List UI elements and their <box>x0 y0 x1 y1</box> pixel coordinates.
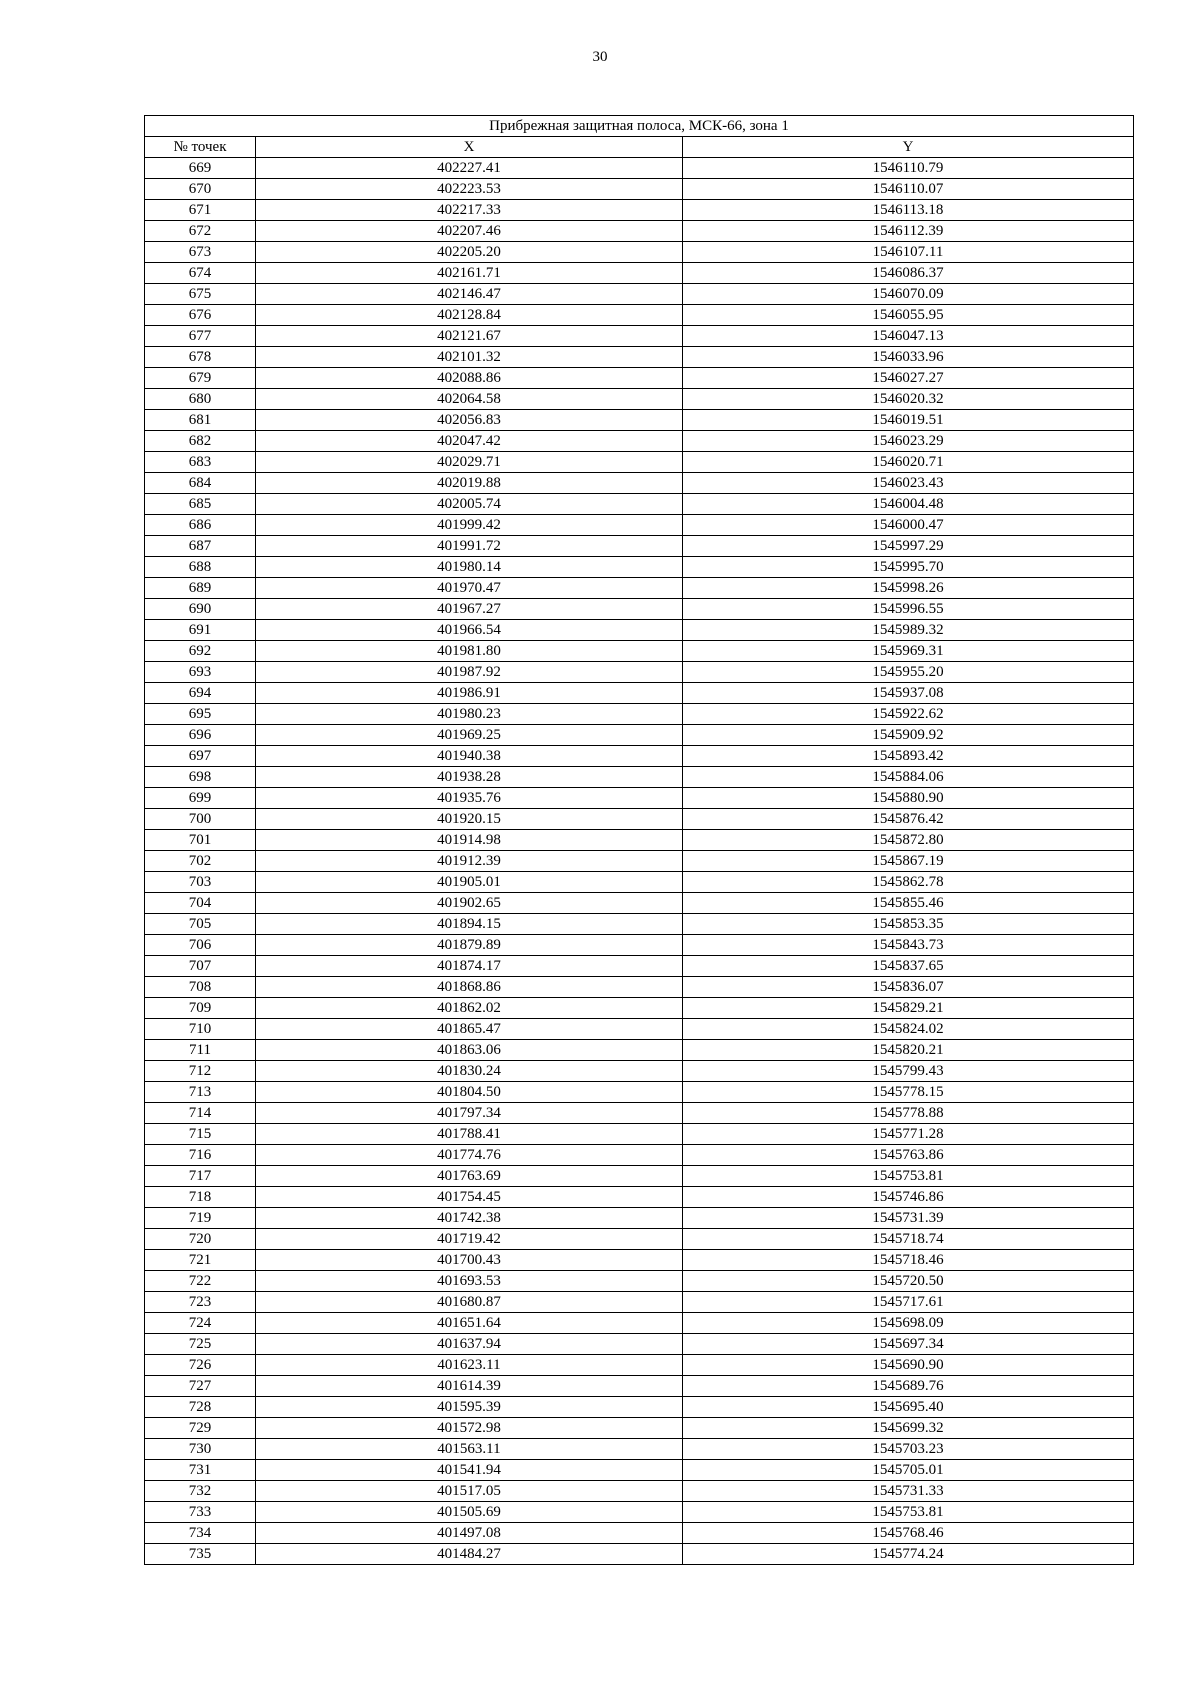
y-coordinate-cell: 1545862.78 <box>683 872 1134 893</box>
point-number-cell: 712 <box>145 1061 256 1082</box>
x-coordinate-cell: 401595.39 <box>256 1397 683 1418</box>
x-coordinate-cell: 401563.11 <box>256 1439 683 1460</box>
y-coordinate-cell: 1545836.07 <box>683 977 1134 998</box>
table-row <box>145 200 1134 221</box>
y-coordinate-cell: 1545778.15 <box>683 1082 1134 1103</box>
x-coordinate-cell: 401797.34 <box>256 1103 683 1124</box>
table-row <box>145 977 1134 998</box>
y-coordinate-cell: 1545699.32 <box>683 1418 1134 1439</box>
x-coordinate-cell: 402205.20 <box>256 242 683 263</box>
point-number-cell: 674 <box>145 263 256 284</box>
point-number-cell: 731 <box>145 1460 256 1481</box>
point-number-cell: 697 <box>145 746 256 767</box>
y-coordinate-cell: 1545843.73 <box>683 935 1134 956</box>
x-coordinate-cell: 401700.43 <box>256 1250 683 1271</box>
table-row <box>145 1460 1134 1481</box>
y-coordinate-cell: 1545753.81 <box>683 1502 1134 1523</box>
table-row <box>145 1124 1134 1145</box>
x-coordinate-cell: 401902.65 <box>256 893 683 914</box>
coordinates-table <box>144 115 1134 1565</box>
point-number-cell: 705 <box>145 914 256 935</box>
y-coordinate-cell: 1545731.39 <box>683 1208 1134 1229</box>
point-number-cell: 696 <box>145 725 256 746</box>
point-number-cell: 708 <box>145 977 256 998</box>
point-number-cell: 730 <box>145 1439 256 1460</box>
point-number-cell: 687 <box>145 536 256 557</box>
y-coordinate-cell: 1545778.88 <box>683 1103 1134 1124</box>
y-coordinate-cell: 1545872.80 <box>683 830 1134 851</box>
y-coordinate-cell: 1546023.43 <box>683 473 1134 494</box>
x-coordinate-cell: 402207.46 <box>256 221 683 242</box>
table-row <box>145 641 1134 662</box>
point-number-cell: 714 <box>145 1103 256 1124</box>
y-coordinate-cell: 1545996.55 <box>683 599 1134 620</box>
y-coordinate-cell: 1545855.46 <box>683 893 1134 914</box>
point-number-cell: 670 <box>145 179 256 200</box>
x-coordinate-cell: 401742.38 <box>256 1208 683 1229</box>
y-coordinate-cell: 1546047.13 <box>683 326 1134 347</box>
table-row <box>145 788 1134 809</box>
table-row <box>145 1355 1134 1376</box>
y-coordinate-cell: 1545998.26 <box>683 578 1134 599</box>
x-coordinate-cell: 402029.71 <box>256 452 683 473</box>
table-row <box>145 1166 1134 1187</box>
table-row <box>145 284 1134 305</box>
x-coordinate-cell: 401966.54 <box>256 620 683 641</box>
y-coordinate-cell: 1546086.37 <box>683 263 1134 284</box>
table-row <box>145 914 1134 935</box>
y-coordinate-cell: 1545884.06 <box>683 767 1134 788</box>
x-coordinate-cell: 402101.32 <box>256 347 683 368</box>
x-coordinate-cell: 402088.86 <box>256 368 683 389</box>
y-coordinate-cell: 1545774.24 <box>683 1544 1134 1565</box>
y-coordinate-cell: 1545717.61 <box>683 1292 1134 1313</box>
y-coordinate-cell: 1546070.09 <box>683 284 1134 305</box>
table-row <box>145 326 1134 347</box>
table-row <box>145 1019 1134 1040</box>
table-row <box>145 536 1134 557</box>
point-number-cell: 671 <box>145 200 256 221</box>
table-title-row <box>145 116 1134 137</box>
x-coordinate-cell: 401969.25 <box>256 725 683 746</box>
y-coordinate-cell: 1545955.20 <box>683 662 1134 683</box>
table-row <box>145 452 1134 473</box>
point-number-cell: 713 <box>145 1082 256 1103</box>
y-coordinate-cell: 1545995.70 <box>683 557 1134 578</box>
column-header-point-number: № точек <box>145 137 256 158</box>
y-coordinate-cell: 1545720.50 <box>683 1271 1134 1292</box>
point-number-cell: 726 <box>145 1355 256 1376</box>
y-coordinate-cell: 1545746.86 <box>683 1187 1134 1208</box>
table-row <box>145 305 1134 326</box>
x-coordinate-cell: 401774.76 <box>256 1145 683 1166</box>
table-title: Прибрежная защитная полоса, МСК-66, зона 1 <box>145 116 1134 137</box>
point-number-cell: 700 <box>145 809 256 830</box>
point-number-cell: 728 <box>145 1397 256 1418</box>
x-coordinate-cell: 401693.53 <box>256 1271 683 1292</box>
x-coordinate-cell: 401920.15 <box>256 809 683 830</box>
y-coordinate-cell: 1545853.35 <box>683 914 1134 935</box>
table-row <box>145 347 1134 368</box>
point-number-cell: 725 <box>145 1334 256 1355</box>
x-coordinate-cell: 401914.98 <box>256 830 683 851</box>
point-number-cell: 735 <box>145 1544 256 1565</box>
table-row <box>145 1397 1134 1418</box>
x-coordinate-cell: 401987.92 <box>256 662 683 683</box>
point-number-cell: 707 <box>145 956 256 977</box>
point-number-cell: 715 <box>145 1124 256 1145</box>
table-row <box>145 1271 1134 1292</box>
point-number-cell: 719 <box>145 1208 256 1229</box>
table-row <box>145 851 1134 872</box>
table-row <box>145 1187 1134 1208</box>
y-coordinate-cell: 1545989.32 <box>683 620 1134 641</box>
x-coordinate-cell: 401986.91 <box>256 683 683 704</box>
x-coordinate-cell: 401999.42 <box>256 515 683 536</box>
y-coordinate-cell: 1545867.19 <box>683 851 1134 872</box>
point-number-cell: 691 <box>145 620 256 641</box>
y-coordinate-cell: 1546112.39 <box>683 221 1134 242</box>
x-coordinate-cell: 401991.72 <box>256 536 683 557</box>
y-coordinate-cell: 1545799.43 <box>683 1061 1134 1082</box>
x-coordinate-cell: 402121.67 <box>256 326 683 347</box>
table-row <box>145 158 1134 179</box>
x-coordinate-cell: 401651.64 <box>256 1313 683 1334</box>
x-coordinate-cell: 401763.69 <box>256 1166 683 1187</box>
y-coordinate-cell: 1546027.27 <box>683 368 1134 389</box>
x-coordinate-cell: 401967.27 <box>256 599 683 620</box>
table-row <box>145 683 1134 704</box>
x-coordinate-cell: 401894.15 <box>256 914 683 935</box>
table-row <box>145 998 1134 1019</box>
point-number-cell: 716 <box>145 1145 256 1166</box>
point-number-cell: 669 <box>145 158 256 179</box>
x-coordinate-cell: 401980.14 <box>256 557 683 578</box>
y-coordinate-cell: 1545718.74 <box>683 1229 1134 1250</box>
x-coordinate-cell: 401865.47 <box>256 1019 683 1040</box>
point-number-cell: 684 <box>145 473 256 494</box>
point-number-cell: 695 <box>145 704 256 725</box>
point-number-cell: 727 <box>145 1376 256 1397</box>
y-coordinate-cell: 1545880.90 <box>683 788 1134 809</box>
point-number-cell: 685 <box>145 494 256 515</box>
y-coordinate-cell: 1545705.01 <box>683 1460 1134 1481</box>
x-coordinate-cell: 401804.50 <box>256 1082 683 1103</box>
point-number-cell: 724 <box>145 1313 256 1334</box>
y-coordinate-cell: 1545689.76 <box>683 1376 1134 1397</box>
table-row <box>145 1229 1134 1250</box>
page-number: 30 <box>592 49 608 65</box>
point-number-cell: 734 <box>145 1523 256 1544</box>
point-number-cell: 721 <box>145 1250 256 1271</box>
point-number-cell: 703 <box>145 872 256 893</box>
x-coordinate-cell: 402064.58 <box>256 389 683 410</box>
table-row <box>145 1145 1134 1166</box>
x-coordinate-cell: 402019.88 <box>256 473 683 494</box>
table-row <box>145 956 1134 977</box>
table-row <box>145 389 1134 410</box>
table-row <box>145 578 1134 599</box>
y-coordinate-cell: 1546113.18 <box>683 200 1134 221</box>
x-coordinate-cell: 401680.87 <box>256 1292 683 1313</box>
x-coordinate-cell: 401719.42 <box>256 1229 683 1250</box>
y-coordinate-cell: 1545824.02 <box>683 1019 1134 1040</box>
point-number-cell: 704 <box>145 893 256 914</box>
y-coordinate-cell: 1546000.47 <box>683 515 1134 536</box>
y-coordinate-cell: 1545997.29 <box>683 536 1134 557</box>
y-coordinate-cell: 1545753.81 <box>683 1166 1134 1187</box>
x-coordinate-cell: 401572.98 <box>256 1418 683 1439</box>
y-coordinate-cell: 1546107.11 <box>683 242 1134 263</box>
point-number-cell: 673 <box>145 242 256 263</box>
point-number-cell: 733 <box>145 1502 256 1523</box>
y-coordinate-cell: 1545695.40 <box>683 1397 1134 1418</box>
point-number-cell: 701 <box>145 830 256 851</box>
point-number-cell: 679 <box>145 368 256 389</box>
x-coordinate-cell: 402161.71 <box>256 263 683 284</box>
point-number-cell: 672 <box>145 221 256 242</box>
table-row <box>145 1376 1134 1397</box>
point-number-cell: 698 <box>145 767 256 788</box>
table-row <box>145 368 1134 389</box>
table-header-row <box>145 137 1134 158</box>
x-coordinate-cell: 401940.38 <box>256 746 683 767</box>
point-number-cell: 683 <box>145 452 256 473</box>
y-coordinate-cell: 1545690.90 <box>683 1355 1134 1376</box>
y-coordinate-cell: 1545909.92 <box>683 725 1134 746</box>
y-coordinate-cell: 1545937.08 <box>683 683 1134 704</box>
x-coordinate-cell: 401879.89 <box>256 935 683 956</box>
x-coordinate-cell: 401938.28 <box>256 767 683 788</box>
table-row <box>145 263 1134 284</box>
point-number-cell: 723 <box>145 1292 256 1313</box>
table-row <box>145 599 1134 620</box>
point-number-cell: 680 <box>145 389 256 410</box>
x-coordinate-cell: 401863.06 <box>256 1040 683 1061</box>
point-number-cell: 678 <box>145 347 256 368</box>
table-row <box>145 620 1134 641</box>
table-row <box>145 767 1134 788</box>
table-row <box>145 1250 1134 1271</box>
x-coordinate-cell: 401754.45 <box>256 1187 683 1208</box>
y-coordinate-cell: 1546023.29 <box>683 431 1134 452</box>
y-coordinate-cell: 1545697.34 <box>683 1334 1134 1355</box>
table-row <box>145 1502 1134 1523</box>
table-row <box>145 242 1134 263</box>
y-coordinate-cell: 1546020.32 <box>683 389 1134 410</box>
table-row <box>145 1292 1134 1313</box>
table-row <box>145 557 1134 578</box>
point-number-cell: 720 <box>145 1229 256 1250</box>
point-number-cell: 693 <box>145 662 256 683</box>
table-row <box>145 935 1134 956</box>
x-coordinate-cell: 401637.94 <box>256 1334 683 1355</box>
y-coordinate-cell: 1545718.46 <box>683 1250 1134 1271</box>
point-number-cell: 692 <box>145 641 256 662</box>
point-number-cell: 686 <box>145 515 256 536</box>
y-coordinate-cell: 1546019.51 <box>683 410 1134 431</box>
point-number-cell: 689 <box>145 578 256 599</box>
y-coordinate-cell: 1546033.96 <box>683 347 1134 368</box>
column-header-x: X <box>256 137 683 158</box>
x-coordinate-cell: 401868.86 <box>256 977 683 998</box>
point-number-cell: 706 <box>145 935 256 956</box>
table-row <box>145 410 1134 431</box>
x-coordinate-cell: 401935.76 <box>256 788 683 809</box>
point-number-cell: 710 <box>145 1019 256 1040</box>
point-number-cell: 675 <box>145 284 256 305</box>
y-coordinate-cell: 1545837.65 <box>683 956 1134 977</box>
table-row <box>145 1418 1134 1439</box>
point-number-cell: 688 <box>145 557 256 578</box>
x-coordinate-cell: 401981.80 <box>256 641 683 662</box>
point-number-cell: 729 <box>145 1418 256 1439</box>
x-coordinate-cell: 401484.27 <box>256 1544 683 1565</box>
table-row <box>145 893 1134 914</box>
x-coordinate-cell: 402223.53 <box>256 179 683 200</box>
x-coordinate-cell: 402047.42 <box>256 431 683 452</box>
table-row <box>145 515 1134 536</box>
x-coordinate-cell: 401980.23 <box>256 704 683 725</box>
x-coordinate-cell: 401505.69 <box>256 1502 683 1523</box>
y-coordinate-cell: 1545703.23 <box>683 1439 1134 1460</box>
x-coordinate-cell: 401970.47 <box>256 578 683 599</box>
y-coordinate-cell: 1545922.62 <box>683 704 1134 725</box>
x-coordinate-cell: 402227.41 <box>256 158 683 179</box>
y-coordinate-cell: 1546110.79 <box>683 158 1134 179</box>
x-coordinate-cell: 401912.39 <box>256 851 683 872</box>
table-row <box>145 1523 1134 1544</box>
y-coordinate-cell: 1546004.48 <box>683 494 1134 515</box>
point-number-cell: 702 <box>145 851 256 872</box>
table-row <box>145 746 1134 767</box>
y-coordinate-cell: 1545829.21 <box>683 998 1134 1019</box>
point-number-cell: 717 <box>145 1166 256 1187</box>
x-coordinate-cell: 401788.41 <box>256 1124 683 1145</box>
y-coordinate-cell: 1545893.42 <box>683 746 1134 767</box>
x-coordinate-cell: 402128.84 <box>256 305 683 326</box>
table-row <box>145 809 1134 830</box>
y-coordinate-cell: 1546020.71 <box>683 452 1134 473</box>
y-coordinate-cell: 1545969.31 <box>683 641 1134 662</box>
table-row <box>145 221 1134 242</box>
table-row <box>145 725 1134 746</box>
y-coordinate-cell: 1545771.28 <box>683 1124 1134 1145</box>
x-coordinate-cell: 401541.94 <box>256 1460 683 1481</box>
table-row <box>145 179 1134 200</box>
point-number-cell: 711 <box>145 1040 256 1061</box>
point-number-cell: 722 <box>145 1271 256 1292</box>
table-row <box>145 1208 1134 1229</box>
x-coordinate-cell: 402056.83 <box>256 410 683 431</box>
y-coordinate-cell: 1545731.33 <box>683 1481 1134 1502</box>
x-coordinate-cell: 401517.05 <box>256 1481 683 1502</box>
table-row <box>145 1313 1134 1334</box>
table-row <box>145 872 1134 893</box>
y-coordinate-cell: 1545698.09 <box>683 1313 1134 1334</box>
x-coordinate-cell: 401614.39 <box>256 1376 683 1397</box>
table-row <box>145 830 1134 851</box>
point-number-cell: 681 <box>145 410 256 431</box>
point-number-cell: 682 <box>145 431 256 452</box>
point-number-cell: 690 <box>145 599 256 620</box>
y-coordinate-cell: 1546055.95 <box>683 305 1134 326</box>
x-coordinate-cell: 401497.08 <box>256 1523 683 1544</box>
y-coordinate-cell: 1545820.21 <box>683 1040 1134 1061</box>
table-row <box>145 1040 1134 1061</box>
table-body <box>145 158 1134 1565</box>
table-row <box>145 1103 1134 1124</box>
table-row <box>145 1082 1134 1103</box>
table-row <box>145 494 1134 515</box>
table-row <box>145 1439 1134 1460</box>
x-coordinate-cell: 402217.33 <box>256 200 683 221</box>
x-coordinate-cell: 401874.17 <box>256 956 683 977</box>
point-number-cell: 699 <box>145 788 256 809</box>
table-row <box>145 1061 1134 1082</box>
x-coordinate-cell: 402005.74 <box>256 494 683 515</box>
x-coordinate-cell: 401830.24 <box>256 1061 683 1082</box>
y-coordinate-cell: 1545876.42 <box>683 809 1134 830</box>
column-header-y: Y <box>683 137 1134 158</box>
table-row <box>145 704 1134 725</box>
table-row <box>145 662 1134 683</box>
x-coordinate-cell: 401623.11 <box>256 1355 683 1376</box>
point-number-cell: 694 <box>145 683 256 704</box>
y-coordinate-cell: 1546110.07 <box>683 179 1134 200</box>
x-coordinate-cell: 401905.01 <box>256 872 683 893</box>
x-coordinate-cell: 401862.02 <box>256 998 683 1019</box>
point-number-cell: 732 <box>145 1481 256 1502</box>
point-number-cell: 718 <box>145 1187 256 1208</box>
point-number-cell: 677 <box>145 326 256 347</box>
x-coordinate-cell: 402146.47 <box>256 284 683 305</box>
table-row <box>145 431 1134 452</box>
y-coordinate-cell: 1545763.86 <box>683 1145 1134 1166</box>
table-row <box>145 1481 1134 1502</box>
table-row <box>145 1334 1134 1355</box>
y-coordinate-cell: 1545768.46 <box>683 1523 1134 1544</box>
table-row <box>145 1544 1134 1565</box>
table-row <box>145 473 1134 494</box>
point-number-cell: 709 <box>145 998 256 1019</box>
point-number-cell: 676 <box>145 305 256 326</box>
